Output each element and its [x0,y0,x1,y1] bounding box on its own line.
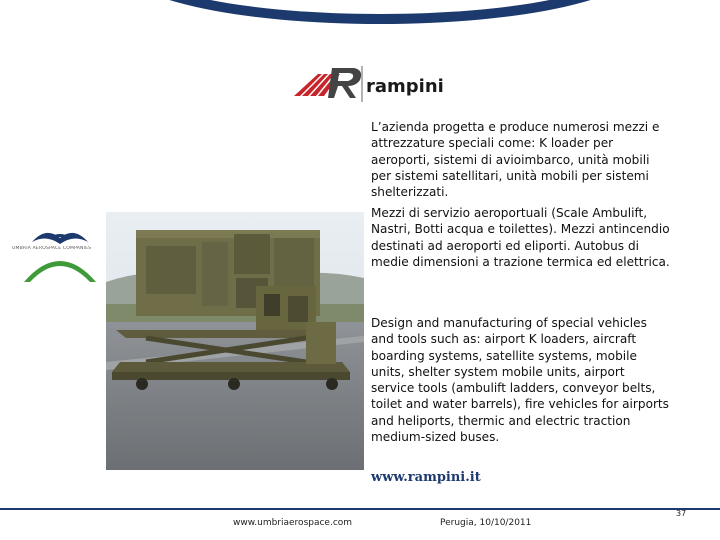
english-paragraph: Design and manufacturing of special vehicles and tools such as: airport K loaders, aircraft boarding systems, satellite systems, mobile units, shelter system mobile units, airport service tools (ambulift ladders, conveyor belts, toilet and water barrels), fire vehicles for airports and heliports, thermic and electric traction medium-sized buses. [371,316,669,445]
rampini-logo [292,64,444,104]
umbria-aerospace-emblem-icon [12,222,108,294]
umbria-aerospace-logo-text: UMBRIA AEROSPACE COMPANIES [12,246,92,251]
page-number: 37 [676,509,687,518]
rampini-logo-text: rampini [366,76,444,97]
footer-date: Perugia, 10/10/2011 [440,518,532,528]
vehicle-photo [106,212,364,470]
rampini-mark-icon [292,64,366,104]
english-description [371,315,671,445]
italian-paragraph-1: L’azienda progetta e produce numerosi mezzi e attrezzature speciali come: K loader per aeroporti, sistemi di avioimbarco, unità mobili per sistemi satellitari, unità mobili per sistemi shelterizzati. [371,120,660,200]
footer-divider [0,508,720,510]
footer-website[interactable]: www.umbriaerospace.com [233,518,353,528]
italian-description-2 [371,205,671,270]
italian-description-1 [371,119,671,200]
italian-paragraph-2: Mezzi di servizio aeroportuali (Scale Ambulift, Nastri, Botti acqua e toilettes). Mezzi antincendio destinati ad aeroporti ed eliporti. Autobus di medie dimensioni a trazione termica ed elettrica. [371,206,670,269]
shelter-loader-vehicle-image [106,212,364,470]
umbria-aerospace-logo [12,222,108,294]
rampini-website-link[interactable]: www.rampini.it [371,470,481,485]
